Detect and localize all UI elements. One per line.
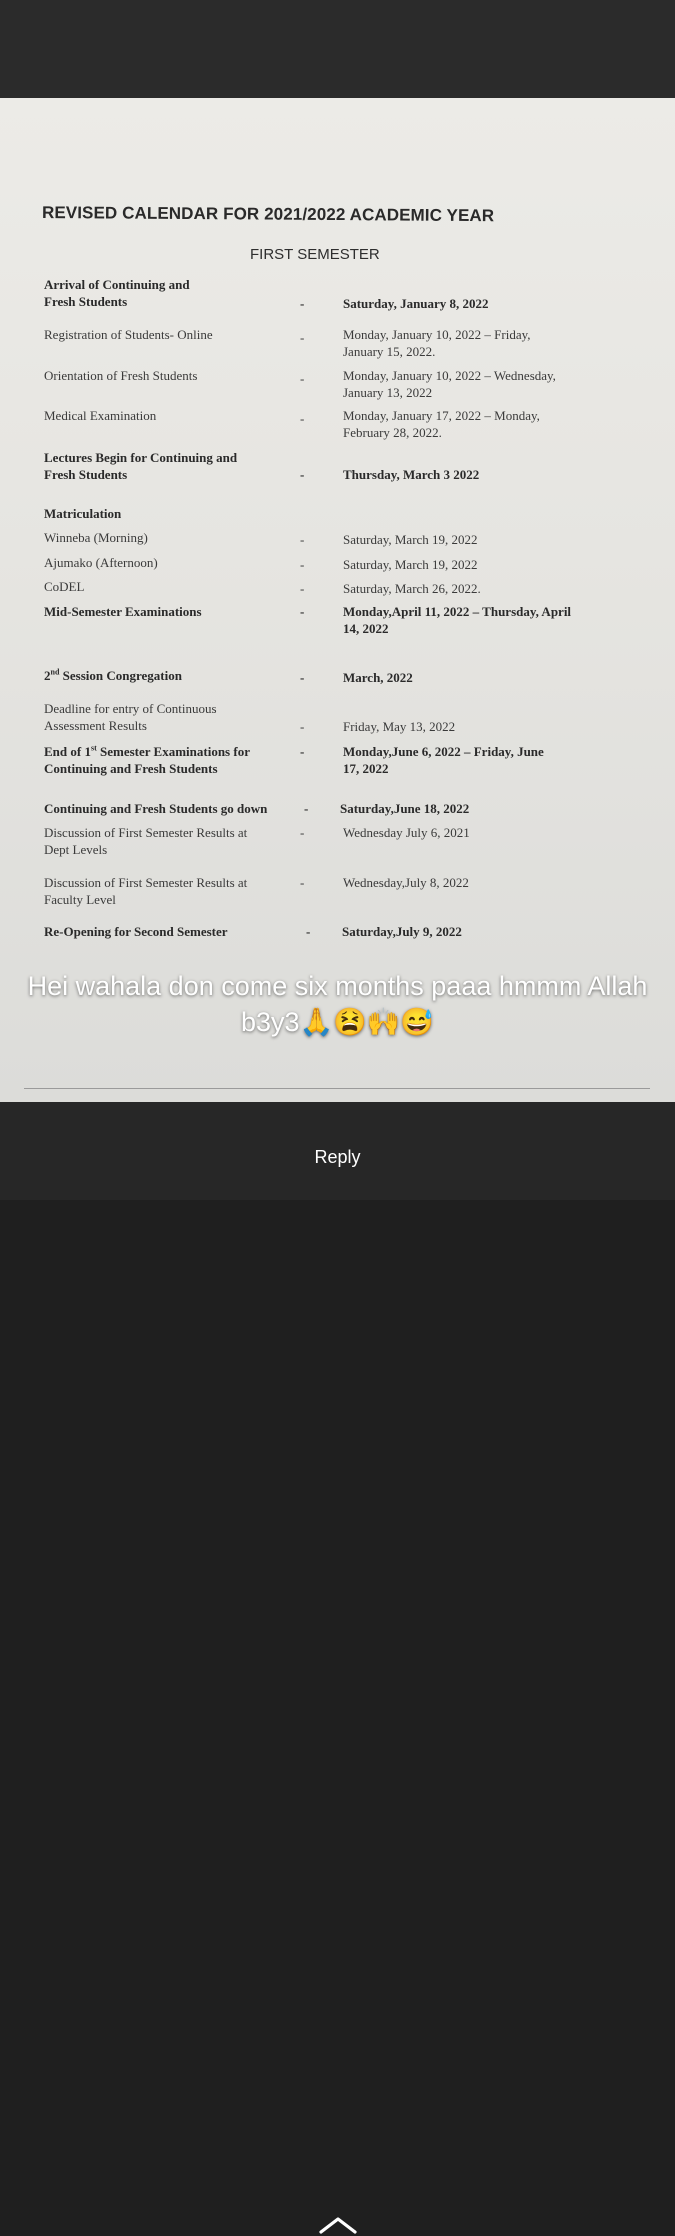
caption-divider	[24, 1088, 650, 1089]
row-dash: -	[300, 467, 305, 482]
row-date: Wednesday July 6, 2021	[343, 825, 470, 840]
row-dash: -	[300, 581, 305, 596]
row-label	[44, 743, 284, 777]
row-dash: -	[300, 670, 305, 685]
document-title: REVISED CALENDAR FOR 2021/2022 ACADEMIC YEAR	[41, 203, 495, 226]
row-date: Saturday, March 19, 2022	[343, 532, 478, 547]
row-label: Lectures Begin for Continuing and Fresh Students	[44, 450, 238, 482]
row-label: Ajumako (Afternoon)	[44, 555, 158, 570]
row-label: Discussion of First Semester Results at Dept Levels	[44, 825, 248, 857]
row-date: Monday, January 17, 2022 – Monday, February 28, 2022.	[343, 408, 540, 440]
row-label: Re-Opening for Second Semester	[44, 924, 228, 939]
row-label: Winneba (Morning)	[44, 530, 148, 545]
row-date: Saturday,July 9, 2022	[342, 924, 462, 939]
row-label-rest: Session Congregation	[59, 668, 182, 683]
row-date: Wednesday,July 8, 2022	[343, 875, 469, 890]
row-label-rest: Semester Examinations for Continuing and Fresh Students	[44, 744, 250, 776]
document-subtitle: FIRST SEMESTER	[250, 246, 380, 263]
row-dash: -	[300, 411, 305, 426]
row-label: Discussion of First Semester Results at Faculty Level	[44, 875, 248, 907]
row-label: Mid-Semester Examinations	[44, 604, 202, 619]
row-label-sup: nd	[50, 667, 60, 677]
row-label: Continuing and Fresh Students go down	[44, 801, 268, 816]
row-date: Thursday, March 3 2022	[343, 467, 480, 482]
chevron-up-icon[interactable]	[318, 2214, 358, 2236]
row-label	[44, 667, 294, 684]
row-dash: -	[300, 719, 305, 734]
row-dash: -	[300, 604, 305, 619]
story-photo	[0, 98, 675, 1102]
row-label-prefix: End of 1	[44, 744, 91, 759]
row-label-prefix: 2	[44, 668, 51, 683]
row-label: Arrival of Continuing and Fresh Students	[44, 277, 190, 309]
row-date: Saturday, January 8, 2022	[343, 296, 489, 311]
row-label: Orientation of Fresh Students	[44, 368, 198, 383]
row-dash: -	[300, 330, 305, 345]
row-label: Matriculation	[44, 506, 122, 521]
row-dash: -	[304, 801, 309, 816]
row-date: Monday, January 10, 2022 – Friday, January 15, 2022.	[343, 327, 531, 359]
row-date: Friday, May 13, 2022	[343, 719, 456, 734]
row-label-sup: st	[90, 743, 97, 753]
row-date: Saturday, March 19, 2022	[343, 557, 478, 572]
row-date: Monday,June 6, 2022 – Friday, June 17, 2022	[343, 744, 544, 776]
reply-button[interactable]: Reply	[314, 1147, 361, 1167]
row-date: Monday,April 11, 2022 – Thursday, April 14, 2022	[343, 604, 572, 636]
reply-bar[interactable]	[0, 1102, 675, 1200]
story-caption: Hei wahala don come six months paaa hmmm Allah b3y3🙏😫🙌😅	[27, 971, 648, 1037]
row-dash: -	[300, 557, 305, 572]
row-dash: -	[300, 744, 305, 759]
row-label: Registration of Students- Online	[44, 327, 213, 342]
row-date: Saturday, March 26, 2022.	[343, 581, 481, 596]
row-date: Saturday,June 18, 2022	[340, 801, 470, 816]
row-dash: -	[300, 371, 305, 386]
row-label: CoDEL	[44, 579, 85, 594]
row-date: Monday, January 10, 2022 – Wednesday, January 13, 2022	[343, 368, 556, 400]
row-date: March, 2022	[343, 670, 413, 685]
row-label: Medical Examination	[44, 408, 157, 423]
row-dash: -	[306, 924, 311, 939]
row-dash: -	[300, 825, 305, 840]
status-top-bar	[0, 0, 675, 98]
row-label: Deadline for entry of Continuous Assessment Results	[44, 701, 217, 733]
row-dash: -	[300, 296, 305, 311]
row-dash: -	[300, 532, 305, 547]
row-dash: -	[300, 875, 305, 890]
